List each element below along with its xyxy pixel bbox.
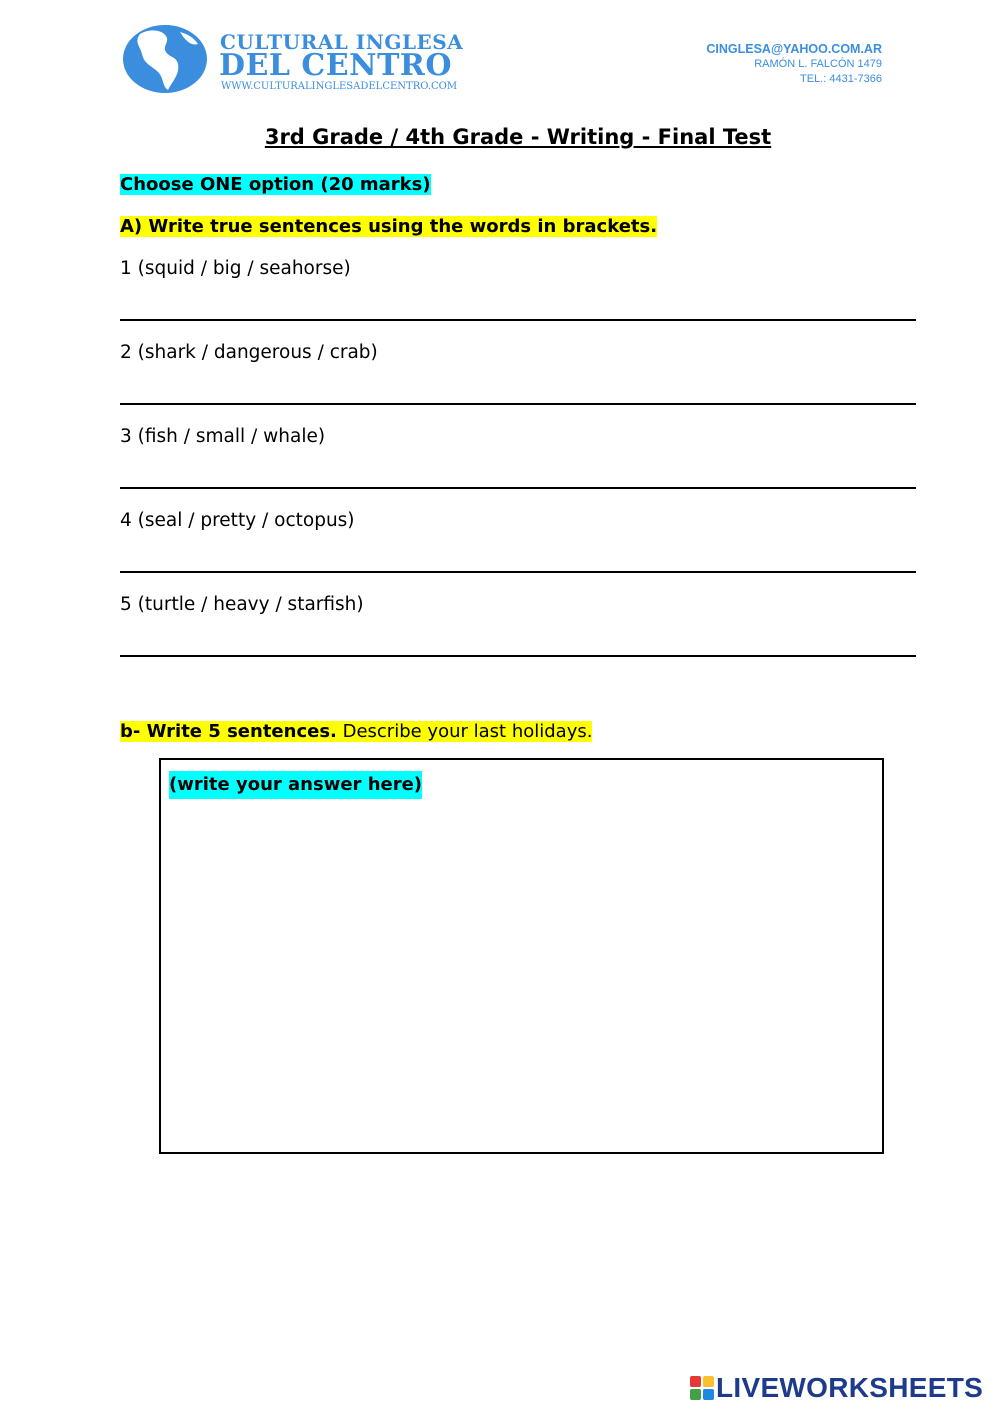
liveworksheets-grid-icon: [690, 1376, 714, 1400]
answer-line-5[interactable]: [120, 655, 916, 657]
contact-phone: TEL.: 4431-7366: [800, 73, 882, 85]
liveworksheets-logo: [690, 1372, 990, 1404]
question-prompt-4: 4 (seal / pretty / octopus): [120, 510, 355, 531]
section-b-heading-rest: Describe your last holidays.: [336, 721, 593, 742]
answer-line-4[interactable]: [120, 571, 916, 573]
liveworksheets-logo-text: LIVEWORKSHEETS: [716, 1372, 984, 1403]
question-prompt-2: 2 (shark / dangerous / crab): [120, 342, 378, 363]
answer-line-2[interactable]: [120, 403, 916, 405]
question-prompt-1: 1 (squid / big / seahorse): [120, 258, 351, 279]
section-b-heading: [120, 718, 592, 746]
answer-box[interactable]: [159, 758, 884, 1154]
section-a-heading: [120, 213, 657, 241]
brand-name-line1: CULTURAL INGLESA: [220, 30, 464, 54]
answer-box-label: (write your answer here): [169, 771, 422, 799]
question-prompt-5: 5 (turtle / heavy / starfish): [120, 594, 364, 615]
contact-info: [706, 42, 882, 87]
question-prompt-3: 3 (fish / small / whale): [120, 426, 326, 447]
contact-email: CINGLESA@YAHOO.COM.AR: [706, 42, 882, 56]
school-logo: [122, 22, 467, 96]
answer-line-1[interactable]: [120, 319, 916, 321]
instruction-text: Choose ONE option (20 marks): [120, 174, 431, 195]
globe-icon: [122, 24, 208, 94]
page-title: 3rd Grade / 4th Grade - Writing - Final Test: [264, 125, 772, 149]
brand-name-line2: DEL CENTRO: [219, 48, 452, 83]
contact-address: RAMÓN L. FALCÓN 1479: [754, 58, 882, 70]
section-b-heading-bold: b- Write 5 sentences.: [120, 721, 337, 742]
instruction-line: [120, 171, 431, 199]
answer-line-3[interactable]: [120, 487, 916, 489]
brand-url: WWW.CULTURALINGLESADELCENTRO.COM: [221, 81, 458, 92]
section-a-heading-text: A) Write true sentences using the words in brackets.: [120, 216, 658, 237]
